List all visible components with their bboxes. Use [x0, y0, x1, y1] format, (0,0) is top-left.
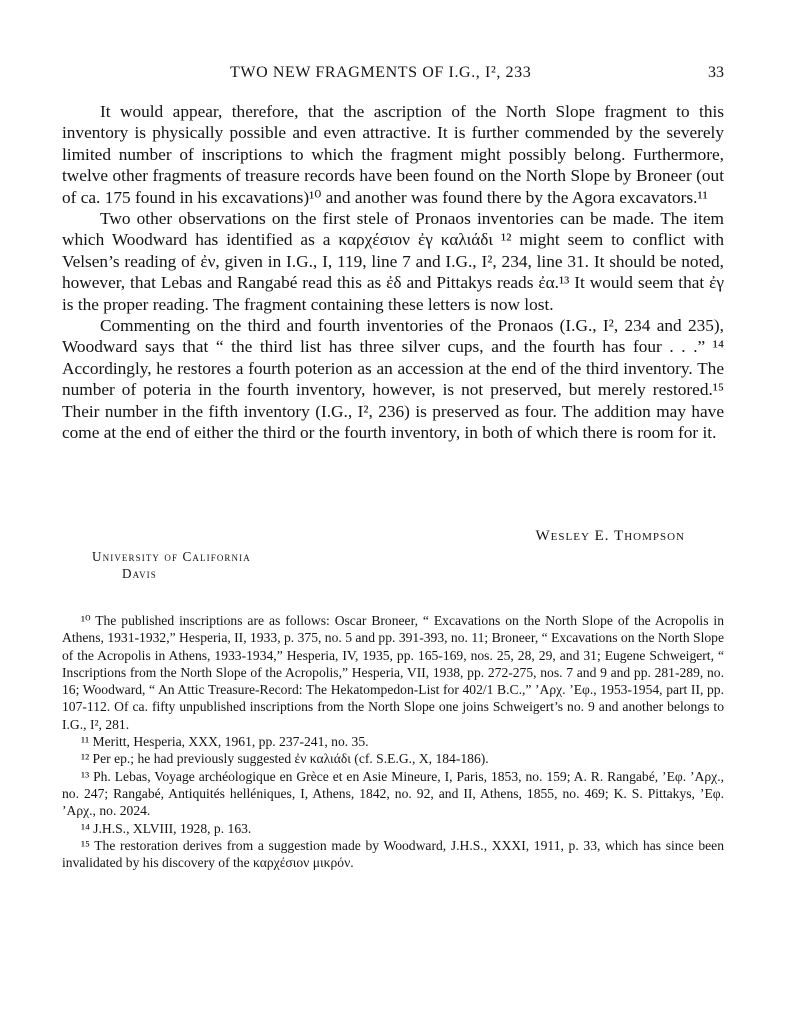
footnotes [62, 612, 724, 871]
running-header [62, 64, 724, 86]
affiliation-campus: Davis [122, 566, 157, 581]
main-text [62, 101, 724, 444]
body-paragraph: Commenting on the third and fourth inventories of the Pronaos (I.G., I², 234 and 235), Woodward says that “ the third list has three silver cups, and the fourth has four . . .” ¹⁴ Accordingly, he restores a fourth poterion as an accession at the end of the third inventory. The number of poteria in the fourth inventory, however, is not preserved, but merely restored.¹⁵ Their number in the fifth inventory (I.G., I², 236) is preserved as four. The addition may have come at the end of either the third or the fourth inventory, in both of which there is room for it. [62, 316, 724, 443]
body-paragraph: It would appear, therefore, that the ascription of the North Slope fragment to this inventory is physically possible and even attractive. It is further commended by the severely limited number of inscriptions to which the fragment might possibly belong. Furthermore, twelve other fragments of treasure records have been found on the North Slope by Broneer (out of ca. 175 found in his excavations)¹⁰ and another was found there by the Agora excavators.¹¹ [62, 102, 724, 207]
author-name: Wesley E. Thompson [535, 528, 685, 544]
footnote: ¹³ Ph. Lebas, Voyage archéologique en Grèce et en Asie Mineure, I, Paris, 1853, no. 159; A. R. Rangabé, ’Εφ. ’Αρχ., no. 247; Rangabé, Antiquités helléniques, I, Athens, 1842, no. 92, and II, Athens, 1855, no. 469; K. S. Pittakys, ’Εφ. ’Αρχ., no. 2024. [62, 768, 724, 819]
running-title: TWO NEW FRAGMENTS OF I.G., I², 233 [230, 64, 532, 81]
footnote: ¹¹ Meritt, Hesperia, XXX, 1961, pp. 237-241, no. 35. [81, 734, 369, 750]
footnote: ¹² Per ep.; he had previously suggested ἐν καλιάδι (cf. S.E.G., X, 184-186). [81, 751, 489, 767]
body-paragraph: Two other observations on the first stele of Pronaos inventories can be made. The item which Woodward has identified as a καρχέσιον ἐγ καλιάδι ¹² might seem to conflict with Velsen’s reading of ἐν, given in I.G., I, 119, line 7 and I.G., I², 234, line 31. It should be noted, however, that Lebas and Rangabé read this as ἐδ and Pittakys reads ἐα.¹³ It would seem that ἐγ is the proper reading. The fragment containing these letters is now lost. [62, 209, 724, 314]
author-affiliation [92, 548, 251, 582]
footnote: ¹⁴ J.H.S., XLVIII, 1928, p. 163. [81, 820, 252, 836]
footnote: ¹⁰ The published inscriptions are as follows: Oscar Broneer, “ Excavations on the North Slope of the Acropolis in Athens, 1931-1932,” Hesperia, II, 1933, p. 375, no. 5 and pp. 391-393, no. 11; Broneer, “ Excavations on the North Slope of the Acropolis in Athens, 1933-1934,” Hesperia, IV, 1935, pp. 165-169, nos. 25, 28, 29, and 31; Eugene Schweigert, “ Inscriptions from the North Slope of the Acropolis,” Hesperia, VII, 1938, pp. 272-275, nos. 7 and 9 and pp. 281-289, no. 16; Woodward, “ An Attic Treasure-Record: The Hekatompedon-List for 402/1 B.C.,” ’Αρχ. ’Εφ., 1953-1954, part II, pp. 107-112. Of ca. fifty unpublished inscriptions from the North Slope one joins Schweigert’s no. 9 and another belongs to I.G., I², 281. [62, 613, 724, 732]
page-number: 33 [708, 64, 724, 81]
footnote: ¹⁵ The restoration derives from a suggestion made by Woodward, J.H.S., XXXI, 1911, p. 33, which has since been invalidated by his discovery of the καρχέσιον μικρόν. [62, 837, 724, 871]
affiliation-institution: University of California [92, 549, 251, 564]
